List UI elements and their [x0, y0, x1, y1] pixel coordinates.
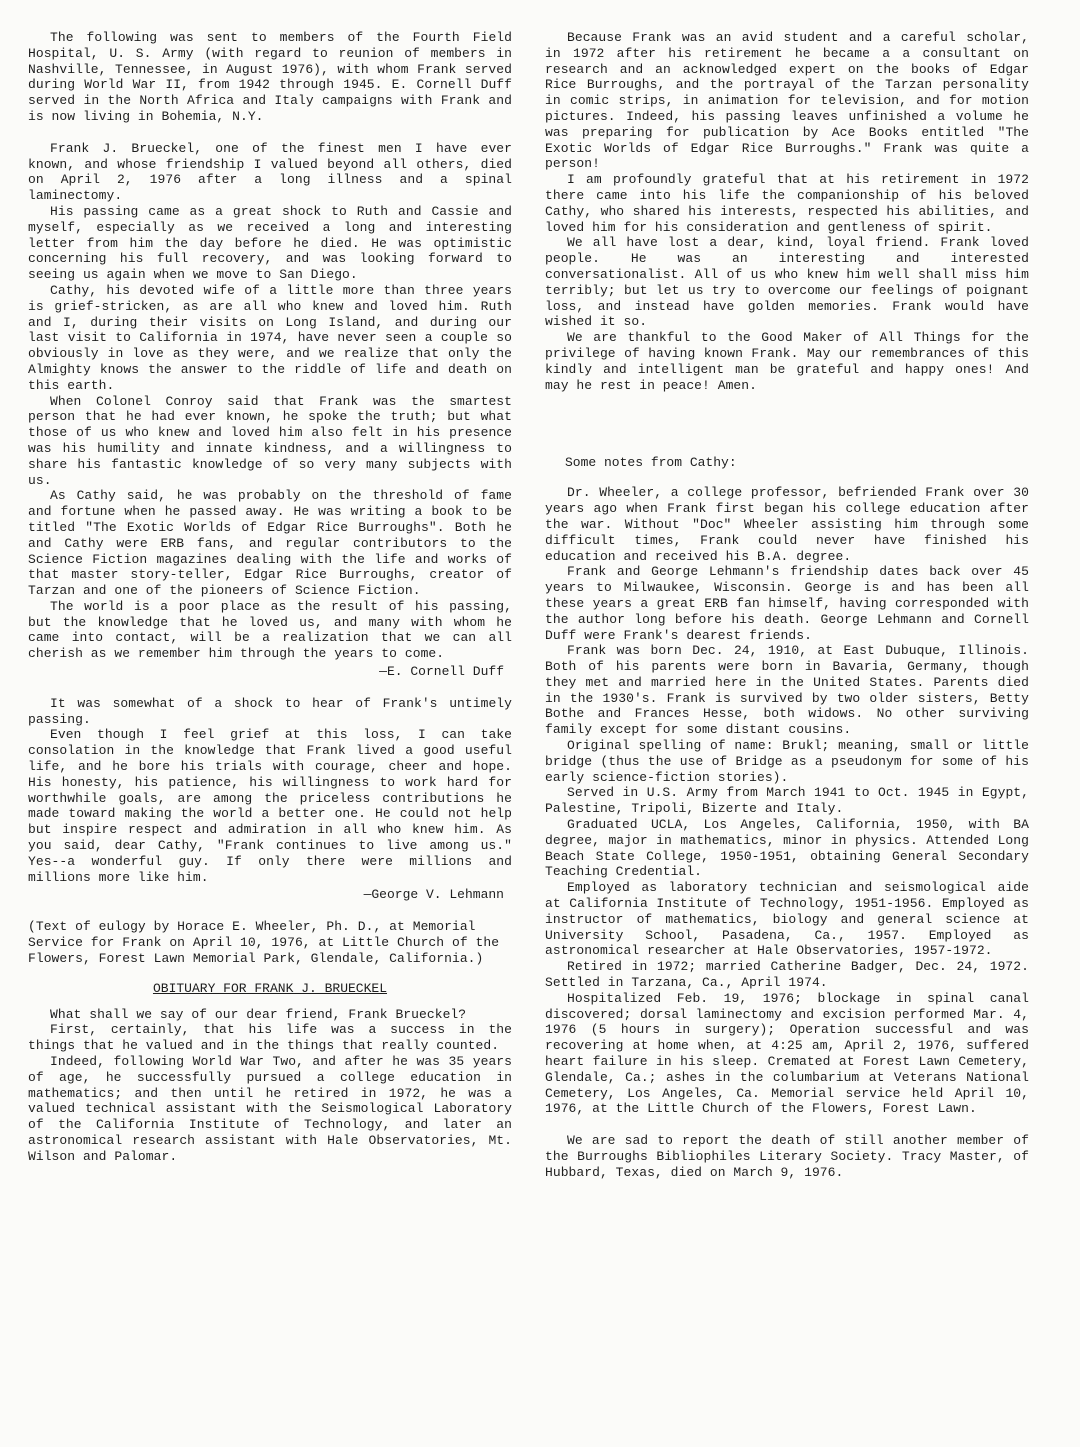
duff-paragraph: When Colonel Conroy said that Frank was the smartest person that he had ever known, he spoke the truth; but what those of us who knew and loved him also felt in his presence was his humility and innate kindness, and a willingness to share his fantastic knowledge of so very many subjects with us. [28, 393, 512, 488]
obituary-paragraph: First, certainly, that his life was a success in the things that he valued and in the things that really counted. [28, 1022, 512, 1054]
notes-paragraph: Frank and George Lehmann's friendship dates back over 45 years to Milwaukee, Wisconsin. George is and has been all these years a great ERB fan himself, having corresponded with the author long before his death. George Lehmann and Cornell Duff were Frank's dearest friends. [545, 564, 1029, 643]
lehmann-signature: —George V. Lehmann [363, 887, 504, 903]
duff-paragraph: As Cathy said, he was probably on the threshold of fame and fortune when he passed away. He was writing a book to be titled "The Exotic Worlds of Edgar Rice Burroughs". Both he and Cathy were ERB fans, and regular contributors to the Science Fiction magazines dealing with the life and works of that master story-teller, Edgar Rice Burroughs, creator of Tarzan and one of the pioneers of Science Fiction. [28, 488, 512, 599]
obituary-paragraph: Indeed, following World War Two, and after he was 35 years of age, he successfully pursued a college education in mathematics; and then until he retired in 1972, he was a valued technical assistant with the Seismological Laboratory of the California Institute of Technology, and later an astronomical research assistant with Hale Observatories, Mt. Wilson and Palomar. [28, 1054, 512, 1164]
notes-paragraph: Employed as laboratory technician and seismological aide at California Institute of Technology, 1951-1956. Employed as instructor of mathematics, biology and general science at University School, Pasadena, Ca., 1957. Employed as astronomical researcher at Hale Observatories, 1957-1972. [545, 880, 1029, 959]
left-column [28, 30, 512, 1165]
obituary-heading: OBITUARY FOR FRANK J. BRUECKEL [152, 980, 388, 996]
obituary-paragraph: What shall we say of our dear friend, Frank Brueckel? [50, 1006, 467, 1022]
obituary-paragraph: We are thankful to the Good Maker of All Things for the privilege of having known Frank. May our remembrances of this kindly and intelligent man be grateful and happy ones! And may he rest in peace! Amen. [545, 330, 1029, 393]
notes-paragraph: Served in U.S. Army from March 1941 to Oct. 1945 in Egypt, Palestine, Tripoli, Bizerte and Italy. [545, 785, 1029, 817]
closing-paragraph: We are sad to report the death of still another member of the Burroughs Bibliophiles Literary Society. Tracy Master, of Hubbard, Texas, died on March 9, 1976. [545, 1133, 1029, 1180]
lehmann-paragraph: Even though I feel grief at this loss, I can take consolation in the knowledge that Frank lived a good useful life, and he bore his trials with courage, cheer and hope. His honesty, his patience, his willingness to work hard for worthwhile goals, are among the priceless contributions he made toward making the world a better one. He could not help but inspire respect and admiration in all who knew him. As you said, dear Cathy, "Frank continues to live among us." Yes--a wonderful guy. If only there were millions and millions more like him. [28, 727, 512, 885]
obituary-paragraph: Because Frank was an avid student and a careful scholar, in 1972 after his retirement he became a a consultant on research and an acknowledged expert on the books of Edgar Rice Burroughs, and the portrayal of the Tarzan personality in comic strips, in animation for television, and for motion pictures. Indeed, his passing leaves unfinished a volume he was preparing for publication by Ace Books entitled "The Exotic Worlds of Edgar Rice Burroughs." Frank was quite a person! [545, 30, 1029, 172]
notes-paragraph: Frank was born Dec. 24, 1910, at East Dubuque, Illinois. Both of his parents were born in Bavaria, Germany, though they met and married here in the United States. Parents died in the 1930's. Frank is survived by two older sisters, Betty Bothe and Frances Hesse, both widows. No other surviving family except for some distant cousins. [545, 643, 1029, 738]
notes-paragraph: Graduated UCLA, Los Angeles, California, 1950, with BA degree, major in mathematics, minor in physics. Attended Long Beach State College, 1950-1951, obtaining General Secondary Teaching Credential. [545, 817, 1029, 880]
obituary-paragraph: We all have lost a dear, kind, loyal friend. Frank loved people. He was an interesting and interested conversationalist. All of us who knew him well shall miss him terribly; but let us try to overcome our feelings of poignant loss, and instead have golden memories. Frank would have wished it so. [545, 235, 1029, 330]
duff-paragraph: The world is a poor place as the result of his passing, but the knowledge that he loved us, and many with whom he came into contact, will be a realization that we can all cherish as we remember him through the years to come. [28, 598, 512, 662]
intro-paragraph: The following was sent to members of the Fourth Field Hospital, U. S. Army (with regard to reunion of members in Nashville, Tennessee, in August 1976), with whom Frank served during World War II, from 1942 through 1945. E. Cornell Duff served in the North Africa and Italy campaigns with Frank and is now living in Bohemia, N.Y. [28, 30, 512, 124]
duff-paragraph: Frank J. Brueckel, one of the finest men I have ever known, and whose friendship I valued beyond all others, died on April 2, 1976 after a long illness and a spinal laminectomy. [28, 140, 512, 204]
duff-paragraph: Cathy, his devoted wife of a little more than three years is grief-stricken, as are all who knew and loved him. Ruth and I, during their visits on Long Island, and during our last visit to California in 1974, have never seen a couple so obviously in love as they were, and we realize that only the Almighty knows the answer to the riddle of life and death on this earth. [28, 282, 512, 393]
notes-paragraph: Hospitalized Feb. 19, 1976; blockage in spinal canal discovered; dorsal laminectomy and excision performed Mar. 4, 1976 (5 hours in surgery); Operation successful and was recovering at home when, at 4:25 am, April 2, 1976, suffered heart failure in his sleep. Cremated at Forest Lawn Cemetery, Glendale, Ca.; ashes in the columbarium at Veterans National Cemetery, Los Angeles, Ca. Memorial service held April 10, 1976, at the Little Church of the Flowers, Forest Lawn. [545, 990, 1029, 1117]
eulogy-note: (Text of eulogy by Horace E. Wheeler, Ph. D., at Memorial Service for Frank on April 10, 1976, at Little Church of the Flowers, Forest Lawn Memorial Park, Glendale, California.) [28, 919, 500, 966]
obituary-paragraph: I am profoundly grateful that at his retirement in 1972 there came into his life the companionship of his beloved Cathy, who shared his interests, respected his abilities, and loved him for his consideration and gentleness of spirit. [545, 172, 1029, 235]
lehmann-paragraph: It was somewhat of a shock to hear of Frank's untimely passing. [28, 695, 512, 727]
notes-paragraph: Retired in 1972; married Catherine Badger, Dec. 24, 1972. Settled in Tarzana, Ca., April 1974. [545, 959, 1029, 991]
notes-paragraph: Original spelling of name: Brukl; meaning, small or little bridge (thus the use of Bridge as a pseudonym for some of his early science-fiction stories). [545, 738, 1029, 785]
duff-paragraph: His passing came as a great shock to Ruth and Cassie and myself, especially as we received a long and interesting letter from him the day before he died. He was optimistic concerning his full recovery, and was looking forward to seeing us again when we move to San Diego. [28, 203, 512, 283]
duff-signature: —E. Cornell Duff [379, 664, 504, 680]
notes-heading: Some notes from Cathy: [565, 455, 737, 471]
notes-paragraph: Dr. Wheeler, a college professor, befriended Frank over 30 years ago when Frank first began his college education after the war. Without "Doc" Wheeler assisting him through some difficult times, Frank could never have finished his education and received his B.A. degree. [545, 485, 1029, 564]
right-column [545, 30, 1029, 1181]
